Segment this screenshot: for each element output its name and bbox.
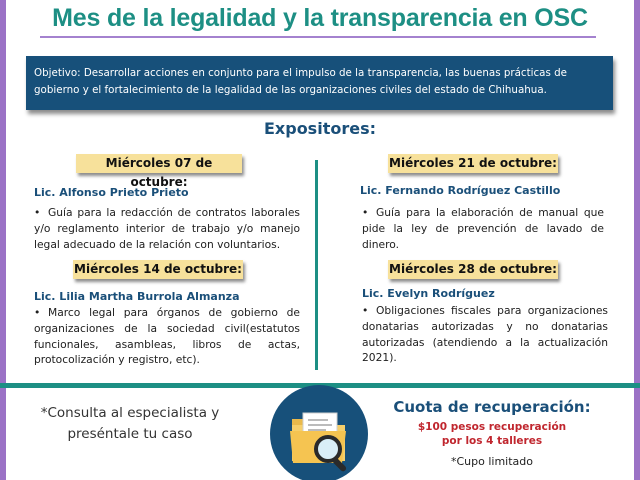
bullet-icon: • — [362, 206, 369, 219]
left-frame-bar — [0, 0, 6, 480]
folder-search-icon — [270, 385, 368, 480]
session-date-chip: Miércoles 14 de octubre: — [73, 260, 243, 279]
limited-seats-note: *Cupo limitado — [450, 455, 533, 468]
title-divider — [40, 36, 596, 38]
consult-note — [30, 403, 230, 445]
session-topic — [34, 205, 300, 252]
session-topic — [362, 205, 604, 252]
fee-amount — [392, 420, 592, 448]
objective-box: Objetivo: Desarrollar acciones en conjunto para el impulso de la transparencia, las buenas prácticas de gobierno y el fortalecimiento de la legalidad de las organizaciones civiles del estado de Chihuahua. — [26, 56, 613, 110]
speakers-heading: Expositores: — [263, 119, 376, 138]
session-speaker: Lic. Evelyn Rodríguez — [362, 287, 495, 300]
session-speaker: Lic. Alfonso Prieto Prieto — [34, 186, 189, 199]
fee-line: $100 pesos recuperación — [417, 421, 567, 433]
session-date-chip: Miércoles 07 de octubre: — [76, 154, 242, 173]
session-topic-text: Marco legal para órganos de gobierno de organizaciones de la sociedad civil(estatutos funcionales, asambleas, libros de actas, protocolización y registro, etc). — [34, 306, 300, 367]
session-topic-text: Obligaciones fiscales para organizaciones donatarias autorizadas y no donatarias autorizadas (atendiendo a la actualización 2021). — [362, 304, 608, 365]
consult-line: *Consulta al especialista y — [40, 405, 220, 421]
bullet-icon: • — [34, 306, 41, 319]
consult-line: preséntale tu caso — [67, 426, 193, 442]
fee-line: por los 4 talleres — [441, 435, 543, 447]
bullet-icon: • — [34, 206, 41, 219]
session-topic-text: Guía para la redacción de contratos laborales y/o reglamento interior de trabajo y/o manejo legal adecuado de la relación con voluntarios. — [34, 206, 300, 251]
session-date-chip: Miércoles 21 de octubre: — [388, 154, 558, 173]
page-title: Mes de la legalidad y la transparencia en OSC — [52, 4, 588, 32]
session-speaker: Lic. Fernando Rodríguez Castillo — [360, 184, 561, 197]
column-divider — [315, 160, 318, 370]
right-frame-bar — [634, 0, 640, 480]
fee-heading: Cuota de recuperación: — [393, 398, 591, 416]
session-topic-text: Guía para la elaboración de manual que pide la ley de prevención de lavado de dinero. — [362, 206, 604, 251]
session-topic — [362, 303, 608, 366]
session-topic — [34, 305, 300, 368]
session-speaker: Lic. Lilia Martha Burrola Almanza — [34, 290, 240, 303]
session-date-chip: Miércoles 28 de octubre: — [388, 260, 558, 279]
bullet-icon: • — [362, 304, 369, 317]
